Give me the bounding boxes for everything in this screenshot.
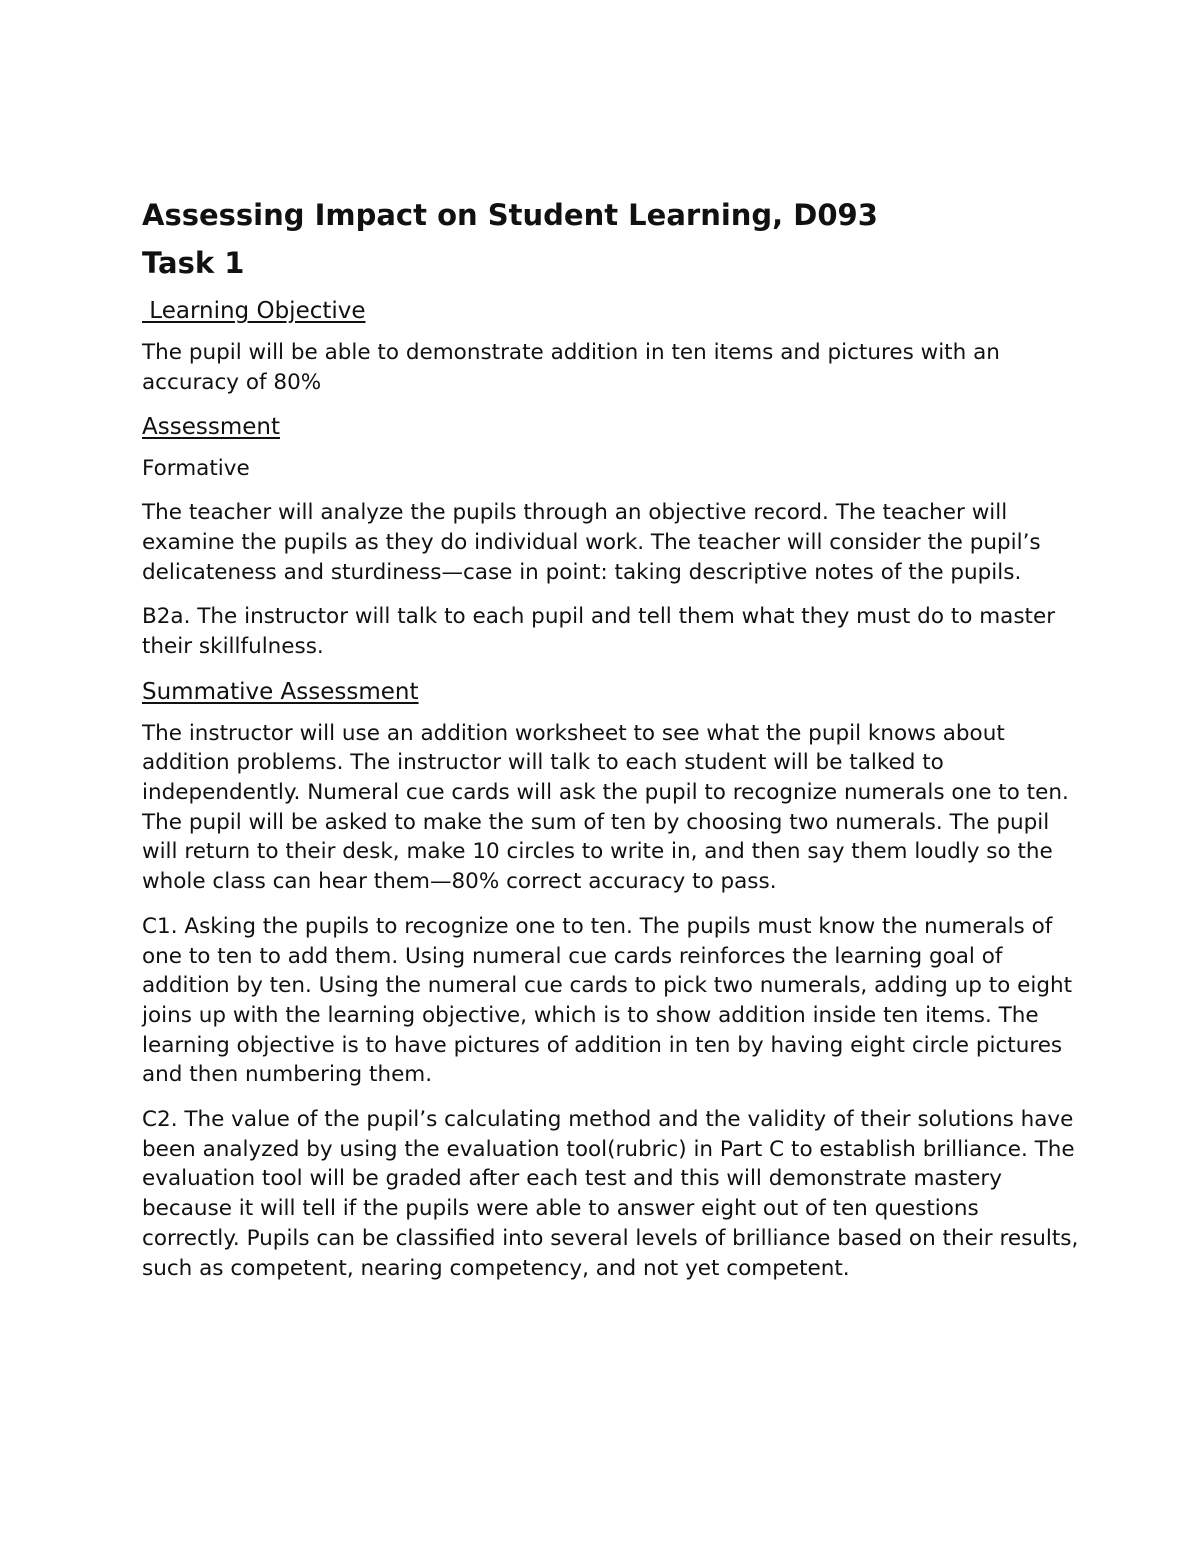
assessment-heading: Assessment bbox=[142, 414, 280, 441]
task-heading: Task 1 bbox=[142, 246, 245, 280]
b2a-paragraph: B2a. The instructor will talk to each pupil and tell them what they must do to master their skillfulness. bbox=[142, 604, 1056, 659]
summative-assessment-heading: Summative Assessment bbox=[142, 678, 419, 705]
learning-objective-heading: Learning Objective bbox=[142, 298, 366, 324]
c1-paragraph: C1. Asking the pupils to recognize one to ten. The pupils must know the numerals of one to ten to add them. Using numeral cue cards reinforces the learning goal of addition by ten. Using the numeral cue cards to pick two numerals, adding up to eight joins up with the learning objective, which is to show addition inside ten items. The learning objective is to have pictures of addition in ten by having eight circle pictures and then numbering them. bbox=[142, 913, 1073, 1088]
summative-assessment-text: The instructor will use an addition worksheet to see what the pupil knows about addition problems. The instructor will talk to each student will be talked to independently. Numeral cue cards will ask the pupil to recognize numerals one to ten. The pupil will be asked to make the sum of ten by choosing two numerals. The pupil will return to their desk, make 10 circles to write in, and then say them loudly so the whole class can hear them—80% correct accuracy to pass. bbox=[142, 720, 1069, 895]
learning-objective-text: The pupil will be able to demonstrate addition in ten items and pictures with an accuracy of 80% bbox=[142, 340, 1000, 395]
assessment-type-label: Formative bbox=[142, 456, 250, 482]
c2-paragraph: C2. The value of the pupil’s calculating method and the validity of their solutions have been analyzed by using the evaluation tool(rubric) in Part C to establish brilliance. The evaluation tool will be graded after each test and this will demonstrate mastery because it will tell if the pupils were able to answer eight out of ten questions correctly. Pupils can be classified into several levels of brilliance based on their results, such as competent, nearing competency, and not yet competent. bbox=[142, 1107, 1079, 1281]
document-title: Assessing Impact on Student Learning, D093 bbox=[142, 198, 878, 232]
formative-assessment-text: The teacher will analyze the pupils through an objective record. The teacher will examine the pupils as they do individual work. The teacher will consider the pupil’s delicateness and sturdiness—case in point: taking descriptive notes of the pupils. bbox=[142, 500, 1041, 585]
document-page bbox=[142, 196, 1082, 1298]
